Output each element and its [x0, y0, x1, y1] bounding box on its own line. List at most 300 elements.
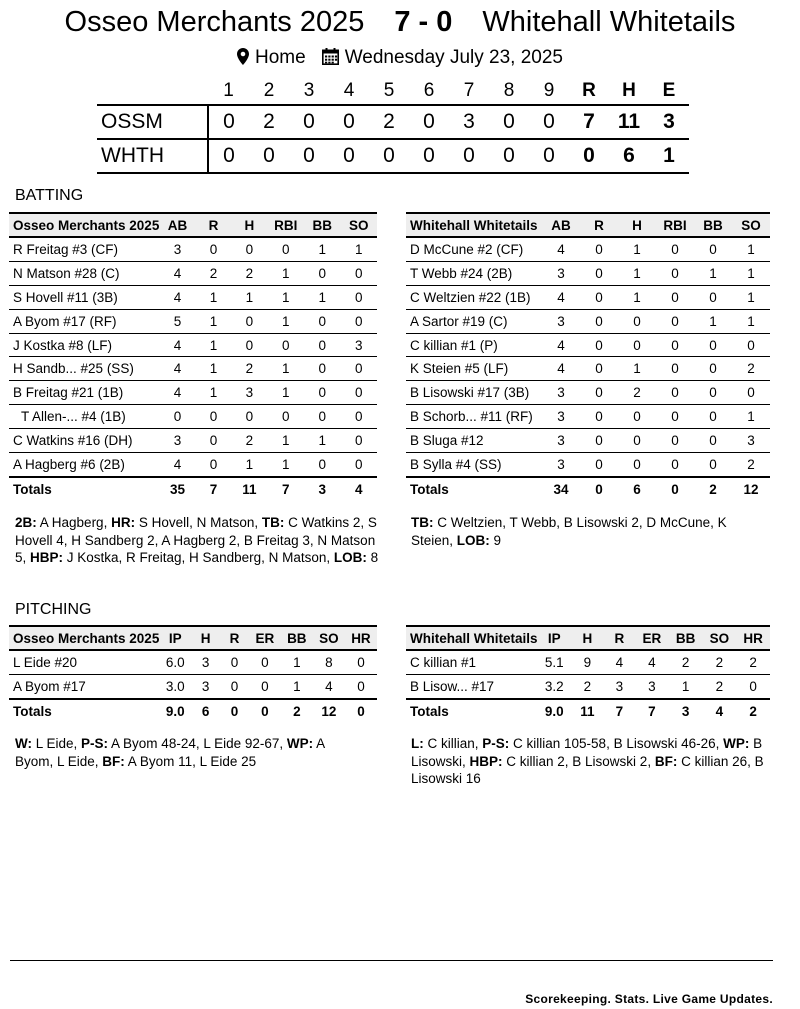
note-label: BF:: [654, 753, 678, 769]
note-text: B Lisowski,: [411, 736, 763, 769]
stat-value: 0: [580, 429, 618, 453]
line-score-inning: 0: [208, 105, 249, 139]
note-label: 2B:: [15, 515, 37, 530]
total-value: 12: [313, 699, 345, 723]
stat-column-header: R: [604, 626, 636, 650]
player-row: [406, 381, 770, 405]
stat-value: 4: [542, 285, 580, 309]
stat-value: 3: [732, 429, 770, 453]
total-value: 7: [196, 477, 232, 501]
line-score-inning: 0: [329, 105, 369, 139]
team-name-header: Whitehall Whitetails: [406, 213, 542, 237]
line-score-column-label: 9: [543, 80, 555, 101]
note-label: HBP:: [30, 550, 64, 565]
game-date: Wednesday July 23, 2025: [344, 47, 563, 68]
stat-column-header: HR: [345, 626, 377, 650]
player-row: [9, 261, 377, 285]
note-label: P-S:: [81, 736, 109, 751]
stat-value: 0: [231, 405, 267, 429]
total-value: 0: [656, 477, 694, 501]
stat-value: 2: [702, 650, 736, 674]
stat-value: 5: [159, 309, 195, 333]
stat-value: 1: [618, 285, 656, 309]
note-text: 8: [366, 550, 379, 565]
stat-value: 4: [542, 333, 580, 357]
stat-value: 2: [732, 453, 770, 477]
totals-label: Totals: [9, 477, 159, 501]
stat-value: 4: [542, 357, 580, 381]
line-score-inning: 0: [329, 139, 369, 173]
stat-value: 0: [196, 453, 232, 477]
stat-column-header: BB: [281, 626, 313, 650]
stat-value: 1: [669, 674, 703, 698]
line-score-team: OSSM: [97, 105, 208, 139]
home-team-name: Osseo Merchants 2025: [64, 6, 365, 38]
player-name: C Weltzien #22 (1B): [406, 285, 542, 309]
stat-value: 0: [196, 405, 232, 429]
stat-value: 1: [618, 261, 656, 285]
player-row: [9, 333, 377, 357]
stat-value: 0: [656, 333, 694, 357]
away-team-name: Whitehall Whitetails: [482, 6, 736, 38]
stat-value: 3.2: [538, 674, 572, 698]
stat-value: 0: [694, 429, 732, 453]
stat-column-header: H: [191, 626, 220, 650]
total-value: 35: [159, 477, 195, 501]
player-name: A Byom #17 (RF): [9, 309, 159, 333]
total-value: 0: [580, 477, 618, 501]
total-value: 6: [618, 477, 656, 501]
stat-value: 0: [345, 650, 377, 674]
stat-value: 0: [580, 237, 618, 261]
line-score-inning: 0: [208, 139, 249, 173]
stat-value: 2: [702, 674, 736, 698]
player-row: [406, 357, 770, 381]
note-text: C killian 26, B Lisowski 16: [411, 753, 764, 786]
stat-header-row: [406, 626, 770, 650]
home-batting-notes: [15, 514, 385, 567]
stat-column-header: BB: [304, 213, 340, 237]
total-value: 4: [702, 699, 736, 723]
totals-label: Totals: [9, 699, 159, 723]
player-name: C Watkins #16 (DH): [9, 429, 159, 453]
away-pitching-table: [406, 625, 770, 723]
note-label: TB:: [261, 515, 285, 530]
stat-value: 1: [267, 453, 304, 477]
stat-value: 4: [159, 453, 195, 477]
stat-value: 1: [281, 674, 313, 698]
game-title: [0, 6, 800, 39]
line-score-inning: 0: [409, 139, 449, 173]
stat-column-header: BB: [694, 213, 732, 237]
stat-value: 0: [196, 237, 232, 261]
home-batting-table: [9, 212, 377, 501]
stat-value: 0: [618, 405, 656, 429]
stat-column-header: IP: [538, 626, 572, 650]
line-score-total: 0: [569, 139, 609, 173]
stat-value: 1: [304, 429, 340, 453]
note-label: WP:: [723, 736, 750, 751]
stat-value: 3: [341, 333, 377, 357]
stat-value: 1: [618, 237, 656, 261]
line-score-column-label: 6: [423, 80, 435, 101]
stat-value: 0: [341, 453, 377, 477]
line-score-inning: 0: [529, 105, 569, 139]
stat-value: 1: [694, 309, 732, 333]
stat-value: 3: [635, 674, 669, 698]
stat-value: 3: [542, 405, 580, 429]
line-score-inning: 0: [489, 105, 529, 139]
totals-label: Totals: [406, 699, 538, 723]
player-name: H Sandb... #25 (SS): [9, 357, 159, 381]
stat-value: 1: [196, 285, 232, 309]
stat-column-header: H: [571, 626, 604, 650]
stat-header-row: [9, 213, 377, 237]
line-score-column-label: 2: [263, 80, 275, 101]
line-score-inning: 0: [289, 105, 329, 139]
line-score-inning: 2: [249, 105, 289, 139]
line-score-total: 11: [609, 105, 649, 139]
away-batting-notes: [411, 514, 766, 549]
player-row: [406, 333, 770, 357]
player-name: B Sluga #12: [406, 429, 542, 453]
stat-value: 0: [656, 237, 694, 261]
note-label: LOB:: [456, 532, 490, 548]
total-value: 9.0: [538, 699, 572, 723]
stat-value: 0: [159, 405, 195, 429]
stat-value: 0: [694, 381, 732, 405]
stat-value: 0: [341, 261, 377, 285]
stat-value: 2: [231, 429, 267, 453]
note-label: WP:: [286, 736, 314, 751]
stat-value: 1: [732, 261, 770, 285]
line-score-column-label: 7: [463, 80, 475, 101]
line-score-total: 3: [649, 105, 689, 139]
player-row: [406, 429, 770, 453]
team-name-header: Whitehall Whitetails: [406, 626, 538, 650]
totals-row: [406, 699, 770, 723]
player-row: [9, 237, 377, 261]
stat-value: 0: [580, 261, 618, 285]
note-text: C Watkins 2, S Hovell 4, H Sandberg 2, A Hagberg 2, B Freitag 3, N Matson 5,: [15, 515, 377, 565]
line-score-inning: 3: [449, 105, 489, 139]
stat-value: 0: [231, 237, 267, 261]
stat-column-header: SO: [341, 213, 377, 237]
stat-value: 3: [159, 429, 195, 453]
stat-value: 0: [656, 285, 694, 309]
stat-value: 0: [580, 285, 618, 309]
stat-value: 4: [159, 357, 195, 381]
stat-value: 0: [267, 405, 304, 429]
away-pitching-notes: [411, 735, 766, 788]
player-name: B Schorb... #11 (RF): [406, 405, 542, 429]
stat-value: 0: [304, 333, 340, 357]
line-score-row: [97, 139, 689, 173]
player-row: [9, 674, 377, 698]
player-name: T Allen-... #4 (1B): [9, 405, 159, 429]
pitching-section-title: PITCHING: [15, 601, 92, 618]
stat-column-header: SO: [732, 213, 770, 237]
stat-value: 0: [231, 333, 267, 357]
stat-column-header: RBI: [656, 213, 694, 237]
line-score-column-label: 8: [503, 80, 515, 101]
total-value: 3: [669, 699, 703, 723]
stat-value: 0: [220, 650, 249, 674]
line-score-inning: 0: [289, 139, 329, 173]
stat-value: 0: [341, 405, 377, 429]
stat-value: 4: [604, 650, 636, 674]
stat-value: 4: [159, 261, 195, 285]
stat-value: 1: [231, 453, 267, 477]
stat-value: 0: [580, 453, 618, 477]
line-score-total: 6: [609, 139, 649, 173]
stat-column-header: R: [196, 213, 232, 237]
stat-value: 0: [694, 333, 732, 357]
stat-value: 0: [341, 429, 377, 453]
player-row: [406, 674, 770, 698]
stat-value: 0: [694, 405, 732, 429]
team-name-header: Osseo Merchants 2025: [9, 213, 159, 237]
stat-value: 0: [656, 381, 694, 405]
stat-column-header: AB: [542, 213, 580, 237]
note-text: C killian 105-58, B Lisowski 46-26,: [509, 736, 724, 751]
stat-value: 2: [231, 261, 267, 285]
stat-value: 0: [341, 285, 377, 309]
player-row: [406, 405, 770, 429]
note-text: A Byom 48-24, L Eide 92-67,: [108, 736, 287, 751]
player-row: [9, 381, 377, 405]
player-name: B Sylla #4 (SS): [406, 453, 542, 477]
note-text: S Hovell, N Matson,: [135, 515, 262, 530]
stat-value: 0: [267, 333, 304, 357]
stat-value: 0: [341, 381, 377, 405]
line-score-inning: 0: [409, 105, 449, 139]
line-score-column-label: 3: [303, 80, 315, 101]
calendar-icon: [322, 48, 339, 65]
stat-header-row: [406, 213, 770, 237]
note-text: L Eide,: [32, 736, 82, 751]
location-label: Home: [255, 47, 306, 68]
stat-value: 0: [304, 261, 340, 285]
stat-value: 1: [341, 237, 377, 261]
stat-column-header: H: [618, 213, 656, 237]
stat-value: 2: [669, 650, 703, 674]
stat-value: 5.1: [538, 650, 572, 674]
total-value: 11: [231, 477, 267, 501]
final-score: 7 - 0: [394, 6, 453, 38]
stat-value: 1: [732, 309, 770, 333]
stat-value: 2: [231, 357, 267, 381]
stat-column-header: R: [580, 213, 618, 237]
game-info: [0, 47, 800, 69]
stat-column-header: IP: [159, 626, 191, 650]
player-row: [406, 453, 770, 477]
line-score-column-label: H: [622, 80, 636, 101]
stat-value: 0: [580, 381, 618, 405]
stat-value: 0: [341, 357, 377, 381]
totals-row: [9, 477, 377, 501]
player-row: [406, 309, 770, 333]
stat-value: 0: [249, 674, 281, 698]
player-row: [9, 285, 377, 309]
stat-value: 0: [618, 309, 656, 333]
stat-value: 0: [345, 674, 377, 698]
player-row: [9, 309, 377, 333]
note-text: A Byom, L Eide,: [15, 736, 325, 769]
stat-column-header: RBI: [267, 213, 304, 237]
player-row: [9, 453, 377, 477]
line-score: [97, 78, 689, 174]
total-value: 2: [736, 699, 770, 723]
stat-value: 1: [267, 429, 304, 453]
stat-value: 0: [580, 357, 618, 381]
stat-value: 4: [542, 237, 580, 261]
line-score-inning: 0: [489, 139, 529, 173]
total-value: 2: [281, 699, 313, 723]
stat-value: 0: [694, 357, 732, 381]
stat-header-row: [9, 626, 377, 650]
total-value: 11: [571, 699, 604, 723]
player-row: [9, 650, 377, 674]
stat-value: 1: [267, 357, 304, 381]
player-name: L Eide #20: [9, 650, 159, 674]
player-name: B Lisowski #17 (3B): [406, 381, 542, 405]
stat-value: 3: [542, 429, 580, 453]
player-row: [9, 405, 377, 429]
stat-value: 4: [159, 381, 195, 405]
player-name: S Hovell #11 (3B): [9, 285, 159, 309]
note-label: BF:: [102, 753, 125, 769]
player-name: C killian #1 (P): [406, 333, 542, 357]
note-text: 9: [489, 532, 502, 548]
line-score-inning: 0: [449, 139, 489, 173]
stat-column-header: H: [231, 213, 267, 237]
stat-value: 2: [736, 650, 770, 674]
stat-value: 8: [313, 650, 345, 674]
player-name: B Lisow... #17: [406, 674, 538, 698]
stat-value: 4: [635, 650, 669, 674]
stat-value: 6.0: [159, 650, 191, 674]
line-score-column-label: R: [582, 80, 596, 101]
stat-value: 0: [732, 381, 770, 405]
stat-value: 3.0: [159, 674, 191, 698]
note-label: W:: [15, 736, 32, 751]
player-row: [406, 285, 770, 309]
player-row: [406, 650, 770, 674]
stat-value: 1: [196, 381, 232, 405]
stat-column-header: ER: [635, 626, 669, 650]
stat-value: 1: [304, 237, 340, 261]
line-score-total: 1: [649, 139, 689, 173]
stat-value: 2: [196, 261, 232, 285]
stat-value: 0: [732, 333, 770, 357]
line-score-inning: 2: [369, 105, 409, 139]
player-name: B Freitag #21 (1B): [9, 381, 159, 405]
total-value: 7: [635, 699, 669, 723]
stat-value: 0: [249, 650, 281, 674]
stat-value: 1: [732, 237, 770, 261]
stat-column-header: AB: [159, 213, 195, 237]
stat-value: 4: [159, 333, 195, 357]
stat-column-header: HR: [736, 626, 770, 650]
stat-value: 0: [694, 285, 732, 309]
player-row: [406, 261, 770, 285]
footer-tagline: Scorekeeping. Stats. Live Game Updates.: [525, 992, 773, 1006]
note-text: A Hagberg,: [36, 515, 112, 530]
stat-value: 0: [304, 381, 340, 405]
note-label: P-S:: [482, 736, 510, 751]
total-value: 2: [694, 477, 732, 501]
note-text: J Kostka, R Freitag, H Sandberg, N Matson,: [63, 550, 334, 565]
stat-value: 2: [618, 381, 656, 405]
player-name: R Freitag #3 (CF): [9, 237, 159, 261]
total-value: 34: [542, 477, 580, 501]
note-text: C Weltzien, T Webb, B Lisowski 2, D McCune, K Steien,: [411, 515, 727, 548]
stat-value: 0: [656, 405, 694, 429]
line-score-team: WHTH: [97, 139, 208, 173]
total-value: 6: [191, 699, 220, 723]
stat-value: 1: [196, 309, 232, 333]
stat-value: 3: [191, 674, 220, 698]
player-row: [406, 237, 770, 261]
stat-value: 1: [196, 357, 232, 381]
player-name: J Kostka #8 (LF): [9, 333, 159, 357]
note-label: TB:: [411, 515, 434, 530]
line-score-column-label: 4: [343, 80, 355, 101]
note-text: A Byom 11, L Eide 25: [124, 753, 257, 769]
player-name: T Webb #24 (2B): [406, 261, 542, 285]
line-score-row: [97, 105, 689, 139]
stat-value: 1: [618, 357, 656, 381]
stat-value: 0: [267, 237, 304, 261]
home-pitching-notes: [15, 735, 360, 770]
stat-value: 3: [604, 674, 636, 698]
total-value: 0: [345, 699, 377, 723]
totals-row: [9, 699, 377, 723]
stat-value: 3: [542, 381, 580, 405]
batting-section-title: BATTING: [15, 187, 84, 204]
line-score-column-label: E: [662, 80, 676, 101]
stat-value: 0: [618, 429, 656, 453]
stat-value: 1: [267, 309, 304, 333]
stat-value: 0: [580, 333, 618, 357]
player-name: D McCune #2 (CF): [406, 237, 542, 261]
note-text: C killian,: [423, 736, 483, 751]
stat-value: 1: [196, 333, 232, 357]
total-value: 4: [341, 477, 377, 501]
totals-row: [406, 477, 770, 501]
line-score-header: [97, 78, 689, 105]
stat-column-header: R: [220, 626, 249, 650]
stat-value: 3: [542, 261, 580, 285]
total-value: 0: [249, 699, 281, 723]
line-score-corner: [97, 78, 208, 105]
note-text: C killian 2, B Lisowski 2,: [502, 753, 655, 769]
stat-value: 3: [191, 650, 220, 674]
totals-label: Totals: [406, 477, 542, 501]
stat-value: 0: [196, 429, 232, 453]
player-name: K Steien #5 (LF): [406, 357, 542, 381]
stat-value: 2: [571, 674, 604, 698]
stat-value: 0: [618, 453, 656, 477]
stat-value: 3: [542, 309, 580, 333]
stat-value: 0: [580, 309, 618, 333]
stat-value: 0: [304, 453, 340, 477]
note-label: HBP:: [469, 753, 503, 769]
stat-value: 0: [220, 674, 249, 698]
stat-value: 0: [231, 309, 267, 333]
line-score-inning: 0: [249, 139, 289, 173]
